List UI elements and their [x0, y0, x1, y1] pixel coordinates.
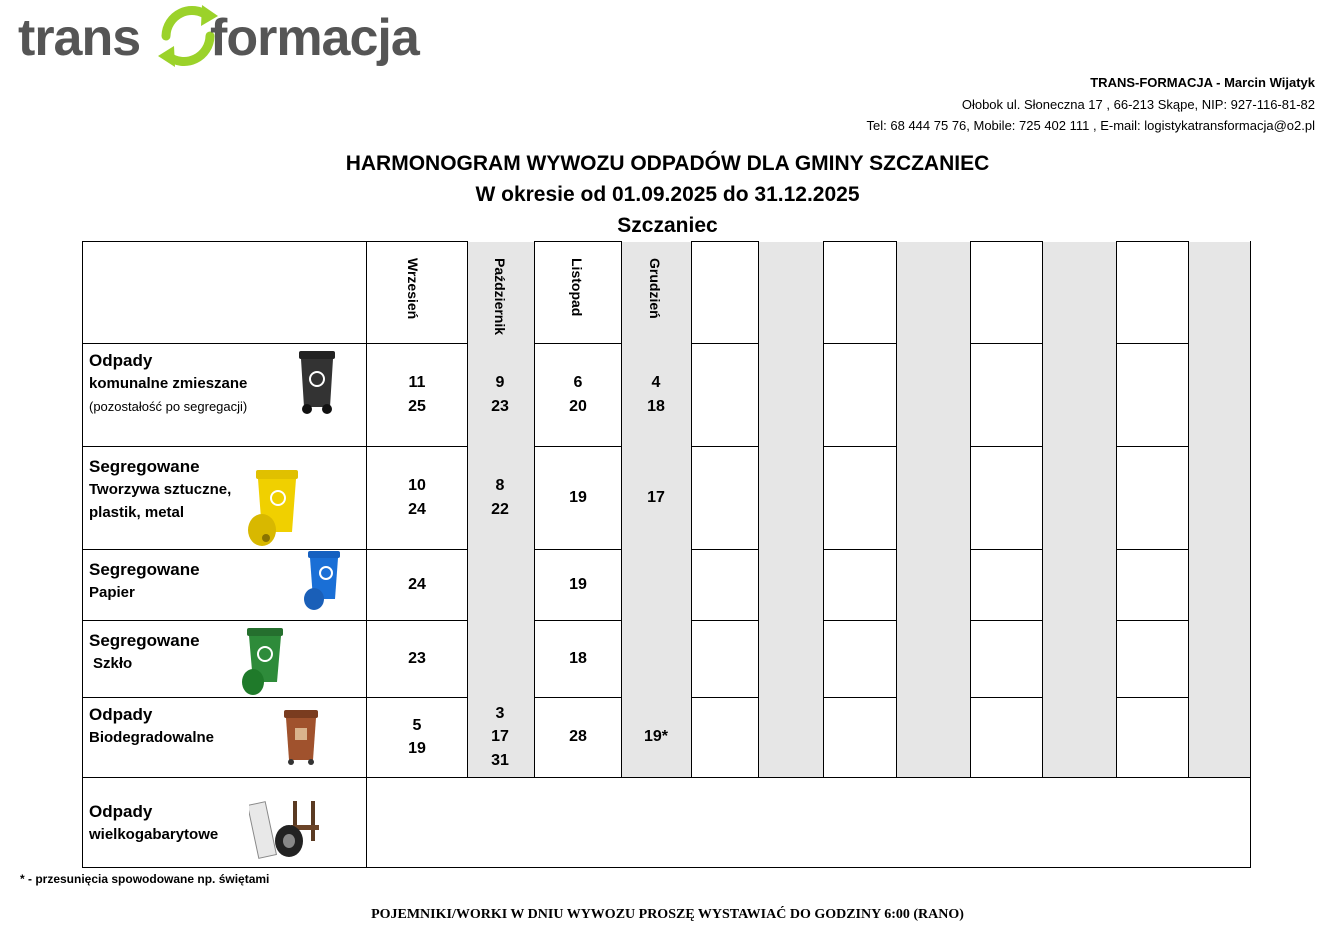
collection-date: 9	[495, 374, 505, 391]
collection-date: 10	[408, 477, 426, 494]
waste-type-label: Odpady wielkogabarytowe	[89, 802, 219, 843]
company-logo	[18, 2, 428, 72]
shade-column	[1188, 242, 1250, 777]
month-header: Listopad	[569, 258, 585, 317]
collection-date: 11	[408, 374, 426, 391]
date-cell	[387, 573, 447, 597]
shade-column	[896, 242, 970, 777]
collection-date: 23	[491, 397, 509, 415]
logo-text-formacja: formacja	[210, 9, 419, 67]
company-info	[867, 72, 1315, 137]
date-cell	[626, 486, 686, 510]
collection-date: 18	[647, 397, 665, 415]
date-cell	[470, 474, 530, 521]
collection-date: 24	[408, 575, 426, 593]
waste-type-label: Odpady Biodegradowalne	[89, 705, 215, 746]
collection-date: 5	[412, 716, 422, 734]
date-cell	[387, 714, 447, 761]
shade-column	[621, 242, 691, 777]
date-cell	[387, 474, 447, 521]
collection-date: 3	[495, 704, 505, 722]
document-period: W okresie od 01.09.2025 do 31.12.2025	[475, 183, 860, 206]
date-cell	[626, 371, 686, 418]
footnote: * - przesunięcia spowodowane np. świętami	[20, 872, 270, 886]
company-name: TRANS-FORMACJA - Marcin Wijatyk	[1090, 75, 1315, 90]
collection-date: 19	[569, 488, 587, 506]
logo-text-trans: trans	[18, 9, 141, 67]
collection-date: 22	[491, 500, 509, 518]
collection-date: 19*	[643, 728, 669, 746]
collection-date: 18	[569, 649, 587, 667]
black-bin-icon	[296, 349, 338, 415]
collection-date: 25	[408, 397, 426, 415]
date-cell	[548, 371, 608, 418]
shade-column	[758, 242, 823, 777]
collection-date: 17	[647, 488, 665, 506]
company-contact: Tel: 68 444 75 76, Mobile: 725 402 111 , E-mail: logistykatransformacja@o2.pl	[866, 118, 1315, 133]
date-cell	[387, 647, 447, 671]
bulky-waste-icon	[249, 797, 329, 861]
collection-date: 17	[491, 728, 509, 746]
month-header: Grudzień	[647, 258, 663, 319]
green-bin-icon	[241, 626, 287, 696]
waste-type-label: Segregowane Papier	[89, 560, 200, 601]
collection-date: 8	[495, 477, 505, 494]
date-cell	[470, 371, 530, 418]
date-cell	[548, 647, 608, 671]
collection-date: 28	[569, 728, 587, 746]
waste-type-label: Segregowane Tworzywa sztuczne, plastik, metal	[89, 457, 232, 521]
collection-date: 24	[408, 500, 426, 518]
date-cell	[626, 725, 686, 749]
date-cell	[548, 725, 608, 749]
yellow-bin-icon	[246, 468, 300, 548]
collection-date: 19	[569, 575, 587, 593]
month-header: Wrzesień	[405, 258, 421, 320]
collection-date: 19	[408, 740, 426, 757]
collection-date: 6	[573, 374, 583, 391]
collection-date: 31	[491, 751, 509, 769]
month-header: Październik	[492, 258, 508, 336]
document-title: HARMONOGRAM WYWOZU ODPADÓW DLA GMINY SZCZANIEC	[345, 152, 990, 175]
date-cell	[387, 371, 447, 418]
date-cell	[548, 573, 608, 597]
shade-column	[1042, 242, 1116, 777]
blue-bin-icon	[302, 549, 342, 611]
recycle-arrows-icon	[158, 5, 218, 67]
collection-date: 4	[651, 374, 661, 391]
waste-type-label: Odpady komunalne zmieszane (pozostałość po segregacji)	[89, 351, 248, 414]
brown-bin-icon	[281, 708, 321, 766]
bottom-notice: POJEMNIKI/WORKI W DNIU WYWOZU PROSZĘ WYSTAWIAĆ DO GODZINY 6:00 (RANO)	[371, 907, 964, 922]
company-address: Ołobok ul. Słoneczna 17 , 66-213 Skąpe, NIP: 927-116-81-82	[961, 96, 1315, 112]
collection-date: 23	[408, 649, 426, 667]
waste-type-label: Segregowane Szkło	[89, 631, 200, 672]
collection-date: 20	[569, 397, 587, 415]
date-cell	[470, 702, 530, 773]
document-locality: Szczaniec	[617, 214, 718, 237]
date-cell	[548, 486, 608, 510]
